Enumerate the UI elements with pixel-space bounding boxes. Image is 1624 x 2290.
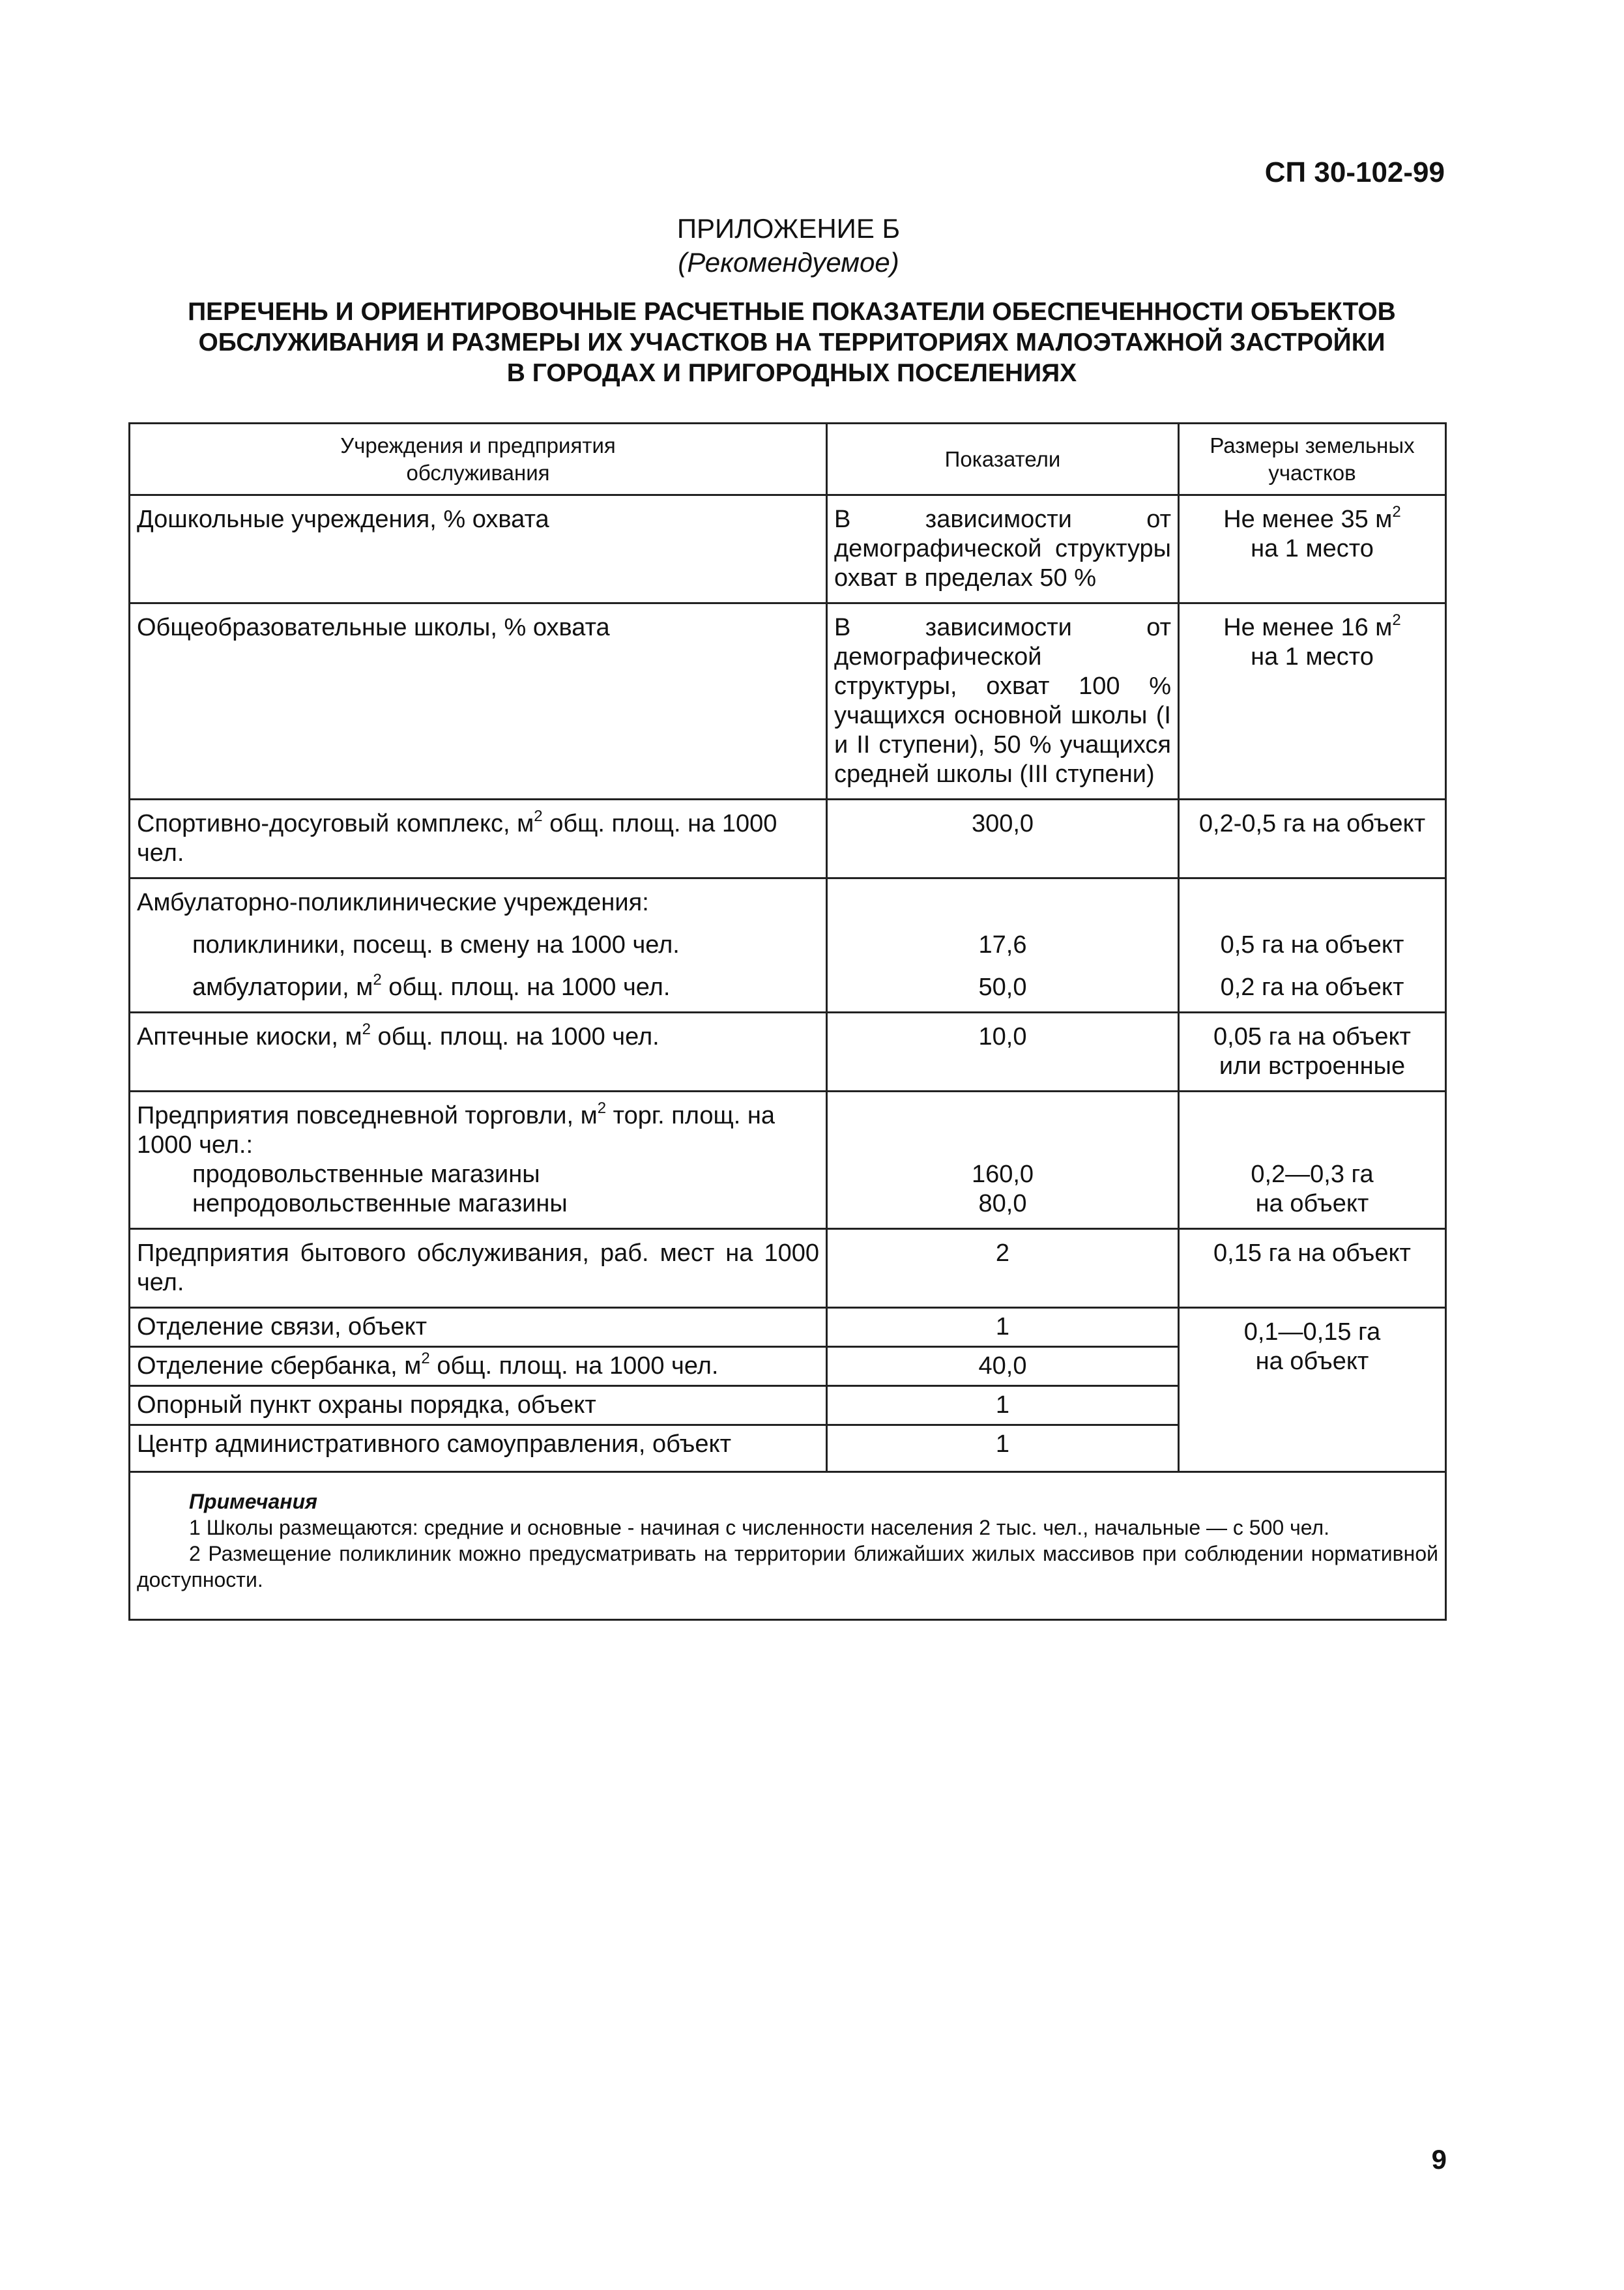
notes-heading: Примечания <box>189 1490 317 1513</box>
row-name: Спортивно-досуговый комплекс, $м^2$ общ. площ. на 1000 чел. <box>130 800 827 878</box>
table-row <box>130 1229 1446 1308</box>
row-name: Аптечные киоски, $м^2$ общ. площ. на 1000 чел. <box>130 1013 827 1092</box>
row-name: Общеобразовательные школы, % охвата <box>130 603 827 800</box>
row-indicator: 1 <box>827 1386 1179 1425</box>
row-area: 0,2—0,3 га на объект <box>1179 1092 1446 1229</box>
notes-row <box>130 1472 1446 1620</box>
header-land-size: Размеры земельных участков <box>1179 424 1446 495</box>
sub-item: поликлиники, посещ. в смену на 1000 чел. <box>192 931 680 959</box>
sub-item: непродовольственные магазины <box>192 1190 568 1217</box>
row-name: Отделение связи, объект <box>130 1308 827 1347</box>
sub-item: продовольственные магазины <box>192 1161 540 1188</box>
row-name: Отделение сбербанка, $м^2$ общ. площ. на 1000 чел. <box>130 1347 827 1386</box>
row-indicator: 1 <box>827 1425 1179 1472</box>
title-line-2: ОБСЛУЖИВАНИЯ И РАЗМЕРЫ ИХ УЧАСТКОВ НА ТЕРРИТОРИЯХ МАЛОЭТАЖНОЙ ЗАСТРОЙКИ <box>198 328 1385 356</box>
note-2: 2 Размещение поликлиник можно предусматривать на территории ближайших жилых массивов при соблюдении нормативной доступности. <box>137 1542 1438 1591</box>
row-area: 0,15 га на объект <box>1179 1229 1446 1308</box>
row-area: 0,2-0,5 га на объект <box>1179 800 1446 878</box>
row-name: Амбулаторно-поликлинические учреждения: поликлиники, посещ. в смену на 1000 чел. амбулатории, $м^2$ общ. площ. на 1000 чел. <box>130 878 827 1013</box>
table-row <box>130 1308 1446 1347</box>
appendix-heading <box>0 212 1577 280</box>
row-area: 0,05 га на объект или встроенные <box>1179 1013 1446 1092</box>
row-indicator: 160,0 80,0 <box>827 1092 1179 1229</box>
document-title <box>130 297 1453 388</box>
table-row <box>130 603 1446 800</box>
table-row <box>130 800 1446 878</box>
table-header-row <box>130 424 1446 495</box>
row-area: Не менее 16 $м^2$ на 1 место <box>1179 603 1446 800</box>
row-name: Опорный пункт охраны порядка, объект <box>130 1386 827 1425</box>
page-number: 9 <box>1431 2144 1447 2175</box>
row-indicator: В зависимости от демографической структуры, охват 100 % учащихся основной школы (I и II ступени), 50 % учащихся средней школы (III ступени) <box>827 603 1179 800</box>
row-name: Предприятия повседневной торговли, $м^2$ торг. площ. на 1000 чел.: продовольственные магазины непродовольственные магазины <box>130 1092 827 1229</box>
row-name: Центр административного самоуправления, объект <box>130 1425 827 1472</box>
row-indicator: 10,0 <box>827 1013 1179 1092</box>
row-indicator: 300,0 <box>827 800 1179 878</box>
row-indicator: 40,0 <box>827 1347 1179 1386</box>
row-name: Дошкольные учреждения, % охвата <box>130 495 827 603</box>
appendix-label: ПРИЛОЖЕНИЕ Б <box>676 213 901 244</box>
row-indicator: 1 <box>827 1308 1179 1347</box>
header-indicators: Показатели <box>827 424 1179 495</box>
table-row <box>130 495 1446 603</box>
header-institutions: Учреждения и предприятия обслуживания <box>130 424 827 495</box>
table-row <box>130 878 1446 1013</box>
row-indicator: В зависимости от демографической структуры охват в пределах 50 % <box>827 495 1179 603</box>
notes-cell <box>130 1472 1446 1620</box>
row-name: Предприятия бытового обслуживания, раб. мест на 1000 чел. <box>130 1229 827 1308</box>
table-row <box>130 1013 1446 1092</box>
row-indicator: 17,6 50,0 <box>827 878 1179 1013</box>
row-indicator: 2 <box>827 1229 1179 1308</box>
row-area: Не менее 35 $м^2$ на 1 место <box>1179 495 1446 603</box>
sub-item: амбулатории, $м^2$ общ. площ. на 1000 чел. <box>192 971 671 1001</box>
title-line-1: ПЕРЕЧЕНЬ И ОРИЕНТИРОВОЧНЫЕ РАСЧЕТНЫЕ ПОКАЗАТЕЛИ ОБЕСПЕЧЕННОСТИ ОБЪЕКТОВ <box>188 298 1396 326</box>
document-code: СП 30-102-99 <box>1264 156 1445 188</box>
title-line-3: В ГОРОДАХ И ПРИГОРОДНЫХ ПОСЕЛЕНИЯХ <box>506 359 1077 387</box>
services-table <box>128 422 1447 1621</box>
row-area: 0,5 га на объект 0,2 га на объект <box>1179 878 1446 1013</box>
appendix-status: (Рекомендуемое) <box>678 247 899 278</box>
note-1: 1 Школы размещаются: средние и основные - начиная с численности населения 2 тыс. чел., начальные — с 500 чел. <box>189 1516 1330 1539</box>
row-area-grouped: 0,1—0,15 га на объект <box>1179 1308 1446 1472</box>
table-row <box>130 1092 1446 1229</box>
